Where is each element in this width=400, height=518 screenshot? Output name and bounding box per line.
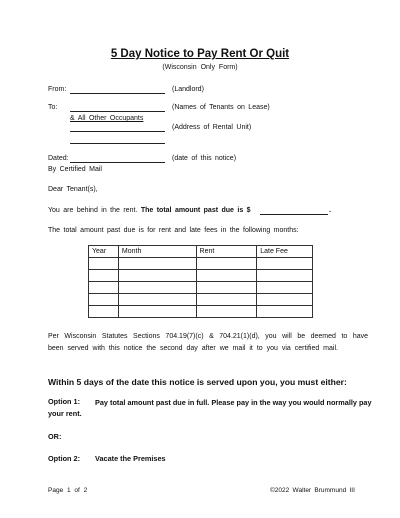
table-row — [89, 282, 313, 294]
rental-address-field-line1[interactable] — [70, 131, 165, 132]
landlord-note: (Landlord) — [172, 86, 204, 93]
landlord-name-field[interactable] — [70, 93, 165, 94]
tenants-note: (Names of Tenants on Lease) — [172, 104, 270, 111]
or-label: OR: — [48, 432, 62, 441]
table-cell[interactable] — [118, 306, 196, 318]
table-cell[interactable] — [118, 270, 196, 282]
within-heading: Within 5 days of the date this notice is served upon you, you must either: — [48, 377, 347, 387]
column-header-month: Month — [118, 246, 196, 258]
table-cell[interactable] — [257, 258, 313, 270]
table-row — [89, 270, 313, 282]
past-due-amount-field[interactable] — [260, 214, 328, 215]
table-cell[interactable] — [196, 270, 257, 282]
column-header-late-fee: Late Fee — [257, 246, 313, 258]
table-cell[interactable] — [257, 294, 313, 306]
table-cell[interactable] — [118, 258, 196, 270]
option1-text: Pay total amount past due in full. Please pay in the way you would normally pay your rent. — [48, 398, 372, 418]
table-row — [89, 294, 313, 306]
table-cell[interactable] — [196, 294, 257, 306]
past-due-table — [88, 245, 313, 318]
table-cell[interactable] — [196, 258, 257, 270]
past-due-period: . — [329, 207, 331, 214]
salutation: Dear Tenant(s), — [48, 186, 98, 193]
behind-rent-text: You are behind in the rent. — [48, 207, 138, 214]
table-cell[interactable] — [257, 282, 313, 294]
table-cell[interactable] — [118, 282, 196, 294]
address-note: (Address of Rental Unit) — [172, 124, 252, 131]
option2-label: Option 2: — [48, 454, 81, 463]
page-number: Page 1 of 2 — [48, 487, 88, 494]
table-row — [89, 258, 313, 270]
table-cell[interactable] — [118, 294, 196, 306]
copyright-notice: ©2022 Walter Brummund III — [270, 487, 355, 494]
table-cell[interactable] — [89, 282, 119, 294]
behind-rent-line — [48, 207, 251, 214]
option2-text: Vacate the Premises — [95, 454, 166, 463]
delivery-method: By Certified Mail — [48, 166, 102, 173]
tenant-names-field[interactable] — [70, 111, 165, 112]
table-cell[interactable] — [257, 270, 313, 282]
date-note: (date of this notice) — [172, 155, 237, 162]
column-header-rent: Rent — [196, 246, 257, 258]
date-field[interactable] — [70, 162, 165, 163]
table-cell[interactable] — [257, 306, 313, 318]
table-row — [89, 306, 313, 318]
option1-label: Option 1: — [48, 397, 81, 406]
table-cell[interactable] — [196, 282, 257, 294]
table-cell[interactable] — [89, 270, 119, 282]
dated-label: Dated: — [48, 155, 69, 162]
page-subtitle: (Wisconsin Only Form) — [162, 64, 238, 71]
to-label: To: — [48, 104, 58, 111]
other-occupants-label: & All Other Occupants — [70, 115, 144, 122]
from-label: From: — [48, 86, 67, 93]
table-cell[interactable] — [89, 294, 119, 306]
months-intro: The total amount past due is for rent and late fees in the following months: — [48, 227, 299, 234]
table-header-row — [89, 246, 313, 258]
statute-paragraph: Per Wisconsin Statutes Sections 704.19(7)(c) & 704.21(1)(d), you will be deemed to have been served with this notice the second day after we mail it to you via certified mail. — [48, 333, 368, 352]
past-due-amount-label: The total amount past due is $ — [140, 207, 251, 214]
table-cell[interactable] — [89, 306, 119, 318]
rental-address-field-line2[interactable] — [70, 143, 165, 144]
table-cell[interactable] — [196, 306, 257, 318]
column-header-year: Year — [89, 246, 119, 258]
table-cell[interactable] — [89, 258, 119, 270]
page-title: 5 Day Notice to Pay Rent Or Quit — [110, 48, 290, 60]
